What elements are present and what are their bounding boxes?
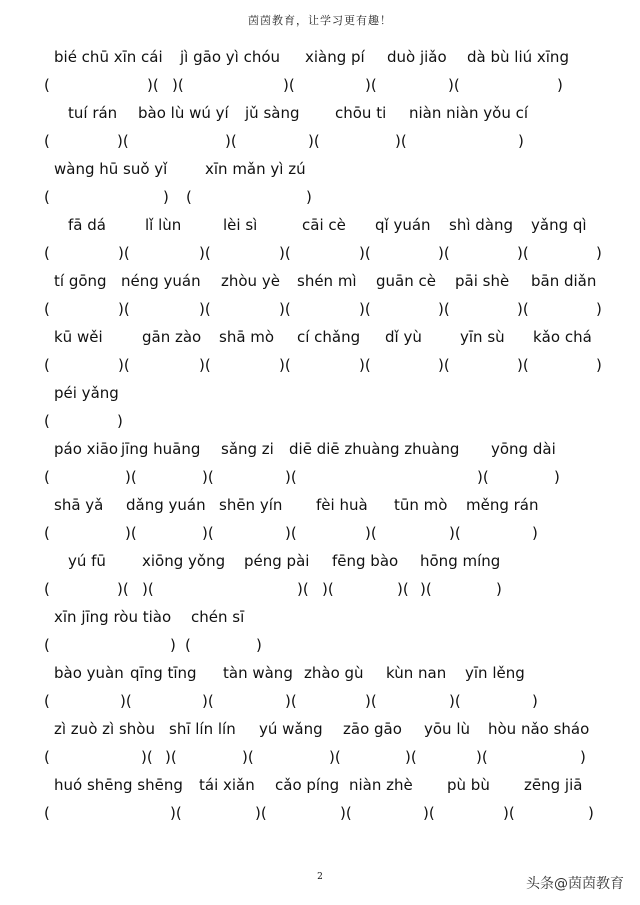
bracket-separator: )( bbox=[477, 468, 489, 486]
pinyin-row bbox=[0, 384, 640, 408]
bracket-separator: )( bbox=[118, 244, 130, 262]
bracket-separator: )( bbox=[285, 468, 297, 486]
answer-bracket-row bbox=[0, 468, 640, 492]
bracket-separator: )( bbox=[125, 524, 137, 542]
answer-bracket-row bbox=[0, 692, 640, 716]
bracket-separator: )( bbox=[329, 748, 341, 766]
pinyin-word: chén sī bbox=[191, 608, 245, 626]
open-bracket: ( bbox=[44, 412, 50, 430]
pinyin-word: jīng huāng bbox=[121, 440, 201, 458]
bracket-separator: )( bbox=[405, 748, 417, 766]
bracket-separator: )( bbox=[395, 132, 407, 150]
pinyin-row bbox=[0, 104, 640, 128]
bracket-separator: )( bbox=[448, 76, 460, 94]
bracket-separator: )( bbox=[279, 244, 291, 262]
bracket-separator: )( bbox=[359, 300, 371, 318]
pinyin-word: shī lín lín bbox=[169, 720, 236, 738]
pinyin-word: bào yuàn bbox=[54, 664, 124, 682]
bracket-separator: )( bbox=[397, 580, 409, 598]
close-bracket: ) bbox=[596, 300, 602, 318]
answer-bracket-row bbox=[0, 636, 640, 660]
bracket-separator: )( bbox=[165, 748, 177, 766]
bracket-separator: )( bbox=[308, 132, 320, 150]
pinyin-word: lǐ lùn bbox=[145, 216, 182, 234]
pinyin-word: niàn niàn yǒu cí bbox=[409, 104, 529, 122]
bracket-separator: )( bbox=[142, 580, 154, 598]
pinyin-word: péi yǎng bbox=[54, 384, 119, 402]
bracket-separator: )( bbox=[322, 580, 334, 598]
bracket-separator: )( bbox=[120, 692, 132, 710]
bracket-separator: )( bbox=[199, 300, 211, 318]
pinyin-word: zēng jiā bbox=[524, 776, 583, 794]
bracket-separator: ( bbox=[186, 188, 192, 206]
bracket-separator: )( bbox=[365, 524, 377, 542]
bracket-separator: )( bbox=[117, 132, 129, 150]
pinyin-word: hòu nǎo sháo bbox=[488, 720, 590, 738]
bracket-separator: )( bbox=[365, 76, 377, 94]
bracket-separator: )( bbox=[147, 76, 159, 94]
pinyin-word: guān cè bbox=[376, 272, 436, 290]
close-bracket: ) bbox=[306, 188, 312, 206]
pinyin-word: kǎo chá bbox=[533, 328, 592, 346]
pinyin-word: sǎng zi bbox=[221, 440, 274, 458]
pinyin-word: pāi shè bbox=[455, 272, 510, 290]
bracket-separator: )( bbox=[365, 692, 377, 710]
pinyin-word: niàn zhè bbox=[349, 776, 413, 794]
pinyin-word: dǎng yuán bbox=[126, 496, 206, 514]
open-bracket: ( bbox=[44, 244, 50, 262]
pinyin-word: zāo gāo bbox=[343, 720, 402, 738]
bracket-separator: )( bbox=[285, 524, 297, 542]
answer-bracket-row bbox=[0, 244, 640, 268]
bracket-separator: )( bbox=[285, 692, 297, 710]
pinyin-word: tí gōng bbox=[54, 272, 107, 290]
pinyin-row bbox=[0, 608, 640, 632]
bracket-separator: )( bbox=[242, 748, 254, 766]
bracket-separator: )( bbox=[517, 300, 529, 318]
bracket-separator: ) bbox=[163, 188, 169, 206]
pinyin-word: bào lù wú yí bbox=[138, 104, 229, 122]
pinyin-word: tuí rán bbox=[68, 104, 118, 122]
pinyin-row bbox=[0, 664, 640, 688]
pinyin-word: péng pài bbox=[244, 552, 310, 570]
open-bracket: ( bbox=[44, 132, 50, 150]
pinyin-row bbox=[0, 216, 640, 240]
answer-bracket-row bbox=[0, 76, 640, 100]
bracket-separator: )( bbox=[279, 356, 291, 374]
bracket-separator: )( bbox=[423, 804, 435, 822]
pinyin-word: jǔ sàng bbox=[245, 104, 300, 122]
open-bracket: ( bbox=[44, 748, 50, 766]
pinyin-word: jì gāo yì chóu bbox=[180, 48, 281, 66]
answer-bracket-row bbox=[0, 132, 640, 156]
bracket-separator: )( bbox=[297, 580, 309, 598]
bracket-separator: )( bbox=[503, 804, 515, 822]
bracket-separator: )( bbox=[438, 300, 450, 318]
pinyin-row bbox=[0, 160, 640, 184]
pinyin-row bbox=[0, 328, 640, 352]
bracket-separator: )( bbox=[449, 692, 461, 710]
open-bracket: ( bbox=[44, 692, 50, 710]
pinyin-word: cāi cè bbox=[302, 216, 346, 234]
pinyin-word: cí chǎng bbox=[297, 328, 361, 346]
pinyin-word: zì zuò zì shòu bbox=[54, 720, 155, 738]
bracket-separator: )( bbox=[118, 300, 130, 318]
pinyin-word: páo xiāo bbox=[54, 440, 119, 458]
answer-bracket-row bbox=[0, 300, 640, 324]
pinyin-word: yú wǎng bbox=[259, 720, 323, 738]
pinyin-word: shā mò bbox=[219, 328, 275, 346]
pinyin-word: chōu ti bbox=[335, 104, 387, 122]
bracket-separator: )( bbox=[170, 804, 182, 822]
pinyin-word: fā dá bbox=[68, 216, 106, 234]
pinyin-word: shā yǎ bbox=[54, 496, 104, 514]
pinyin-word: zhào gù bbox=[304, 664, 364, 682]
pinyin-word: kùn nan bbox=[386, 664, 447, 682]
pinyin-word: shén mì bbox=[297, 272, 357, 290]
pinyin-word: pù bù bbox=[447, 776, 490, 794]
pinyin-word: yǎng qì bbox=[531, 216, 587, 234]
page-header: 茵茵教育，让学习更有趣！ bbox=[248, 14, 392, 27]
open-bracket: ( bbox=[44, 636, 50, 654]
open-bracket: ( bbox=[44, 468, 50, 486]
close-bracket: ) bbox=[532, 692, 538, 710]
bracket-separator: ( bbox=[185, 636, 191, 654]
pinyin-word: dǐ yù bbox=[385, 328, 422, 346]
open-bracket: ( bbox=[44, 188, 50, 206]
bracket-separator: )( bbox=[420, 580, 432, 598]
pinyin-word: dà bù liú xīng bbox=[467, 48, 569, 66]
bracket-separator: )( bbox=[202, 468, 214, 486]
pinyin-row bbox=[0, 272, 640, 296]
bracket-separator: )( bbox=[255, 804, 267, 822]
pinyin-word: tàn wàng bbox=[223, 664, 293, 682]
open-bracket: ( bbox=[44, 524, 50, 542]
pinyin-word: wàng hū suǒ yǐ bbox=[54, 160, 168, 178]
close-bracket: ) bbox=[256, 636, 262, 654]
page-number: 2 bbox=[317, 872, 323, 882]
pinyin-word: yīn sù bbox=[460, 328, 505, 346]
bracket-separator: )( bbox=[225, 132, 237, 150]
pinyin-word: qīng tīng bbox=[130, 664, 197, 682]
pinyin-row bbox=[0, 720, 640, 744]
pinyin-word: fēng bào bbox=[332, 552, 399, 570]
pinyin-word: yīn lěng bbox=[465, 664, 525, 682]
bracket-separator: )( bbox=[517, 356, 529, 374]
bracket-separator: )( bbox=[476, 748, 488, 766]
answer-bracket-row bbox=[0, 356, 640, 380]
pinyin-word: néng yuán bbox=[121, 272, 201, 290]
close-bracket: ) bbox=[557, 76, 563, 94]
pinyin-word: bān diǎn bbox=[531, 272, 597, 290]
bracket-separator: )( bbox=[449, 524, 461, 542]
open-bracket: ( bbox=[44, 300, 50, 318]
close-bracket: ) bbox=[596, 356, 602, 374]
bracket-separator: )( bbox=[283, 76, 295, 94]
pinyin-word: huó shēng shēng bbox=[54, 776, 183, 794]
bracket-separator: )( bbox=[118, 356, 130, 374]
answer-bracket-row bbox=[0, 580, 640, 604]
pinyin-row bbox=[0, 440, 640, 464]
bracket-separator: )( bbox=[199, 356, 211, 374]
bracket-separator: )( bbox=[202, 524, 214, 542]
bracket-separator: )( bbox=[359, 244, 371, 262]
open-bracket: ( bbox=[44, 804, 50, 822]
pinyin-word: yōng dài bbox=[491, 440, 556, 458]
watermark bbox=[526, 873, 624, 893]
pinyin-word: shì dàng bbox=[449, 216, 513, 234]
close-bracket: ) bbox=[596, 244, 602, 262]
close-bracket: ) bbox=[117, 412, 123, 430]
pinyin-word: xīn jīng ròu tiào bbox=[54, 608, 172, 626]
close-bracket: ) bbox=[588, 804, 594, 822]
watermark-account: @茵茵教育 bbox=[554, 876, 624, 892]
bracket-separator: )( bbox=[172, 76, 184, 94]
pinyin-word: kū wěi bbox=[54, 328, 103, 346]
bracket-separator: )( bbox=[141, 748, 153, 766]
bracket-separator: )( bbox=[202, 692, 214, 710]
pinyin-word: xīn mǎn yì zú bbox=[205, 160, 306, 178]
pinyin-word: hōng míng bbox=[420, 552, 501, 570]
bracket-separator: )( bbox=[199, 244, 211, 262]
pinyin-word: bié chū xīn cái bbox=[54, 48, 163, 66]
pinyin-word: fèi huà bbox=[316, 496, 368, 514]
pinyin-word: měng rán bbox=[466, 496, 539, 514]
bracket-separator: )( bbox=[438, 356, 450, 374]
close-bracket: ) bbox=[518, 132, 524, 150]
bracket-separator: )( bbox=[359, 356, 371, 374]
pinyin-word: tái xiǎn bbox=[199, 776, 255, 794]
answer-bracket-row bbox=[0, 804, 640, 828]
close-bracket: ) bbox=[532, 524, 538, 542]
watermark-prefix: 头条 bbox=[526, 876, 554, 892]
bracket-separator: )( bbox=[340, 804, 352, 822]
open-bracket: ( bbox=[44, 76, 50, 94]
bracket-separator: )( bbox=[517, 244, 529, 262]
pinyin-row bbox=[0, 48, 640, 72]
bracket-separator: )( bbox=[117, 580, 129, 598]
answer-bracket-row bbox=[0, 188, 640, 212]
pinyin-word: diē diē zhuàng zhuàng bbox=[289, 440, 460, 458]
close-bracket: ) bbox=[496, 580, 502, 598]
bracket-separator: )( bbox=[125, 468, 137, 486]
pinyin-row bbox=[0, 776, 640, 800]
pinyin-word: lèi sì bbox=[223, 216, 258, 234]
close-bracket: ) bbox=[580, 748, 586, 766]
pinyin-word: yú fū bbox=[68, 552, 106, 570]
pinyin-row bbox=[0, 496, 640, 520]
pinyin-row bbox=[0, 552, 640, 576]
bracket-separator: )( bbox=[438, 244, 450, 262]
pinyin-word: yōu lù bbox=[424, 720, 471, 738]
open-bracket: ( bbox=[44, 356, 50, 374]
answer-bracket-row bbox=[0, 748, 640, 772]
answer-bracket-row bbox=[0, 412, 640, 436]
bracket-separator: ) bbox=[170, 636, 176, 654]
pinyin-word: gān zào bbox=[142, 328, 202, 346]
pinyin-word: xiōng yǒng bbox=[142, 552, 226, 570]
pinyin-word: qǐ yuán bbox=[375, 216, 431, 234]
pinyin-word: shēn yín bbox=[219, 496, 283, 514]
bracket-separator: )( bbox=[279, 300, 291, 318]
close-bracket: ) bbox=[554, 468, 560, 486]
answer-bracket-row bbox=[0, 524, 640, 548]
pinyin-word: duò jiǎo bbox=[387, 48, 447, 66]
pinyin-word: xiàng pí bbox=[305, 48, 365, 66]
pinyin-word: zhòu yè bbox=[221, 272, 280, 290]
pinyin-word: cǎo píng bbox=[275, 776, 340, 794]
open-bracket: ( bbox=[44, 580, 50, 598]
pinyin-word: tūn mò bbox=[394, 496, 448, 514]
